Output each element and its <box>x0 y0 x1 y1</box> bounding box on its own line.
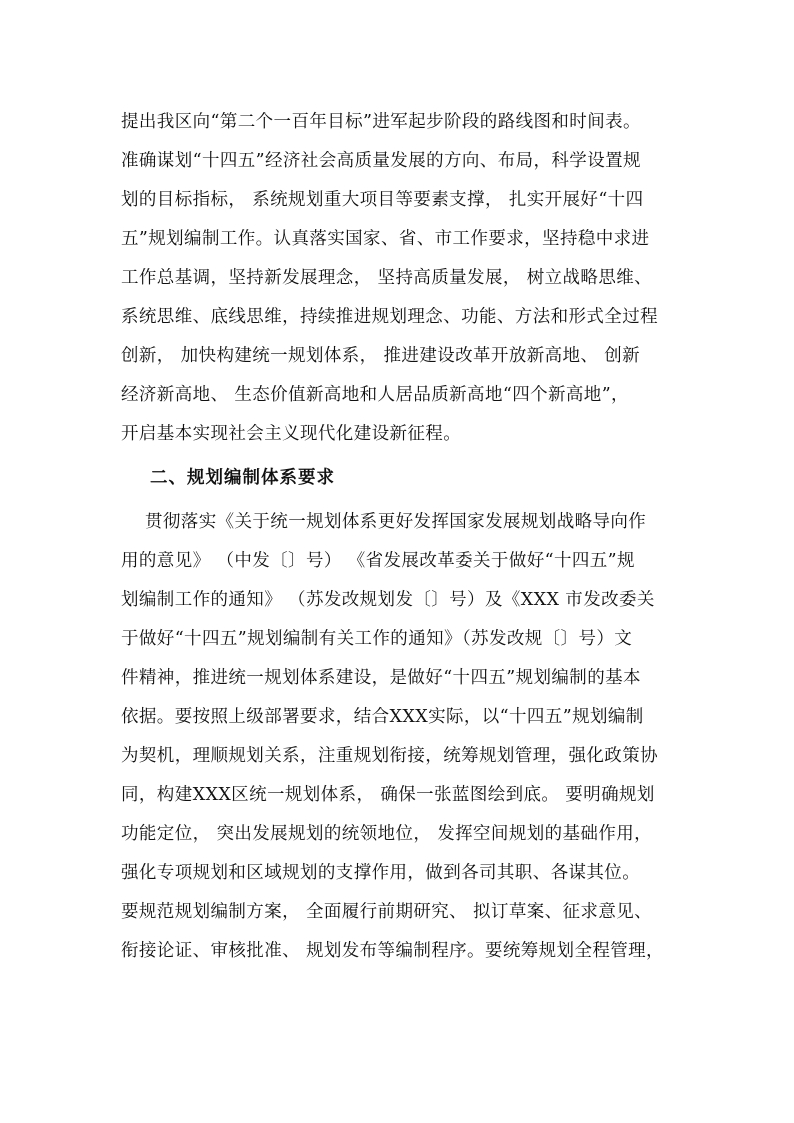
paragraph-line: 贯彻落实《关于统一规划体系更好发挥国家发展规划战略导向作 <box>145 512 647 532</box>
paragraph-line: 开启基本实现社会主义现代化建设新征程。 <box>121 424 462 444</box>
paragraph-line: 用的意见》 （中发〔〕号） 《省发展改革委关于做好“十四五”规 <box>121 551 635 571</box>
paragraph-line: 经济新高地、 生态价值新高地和人居品质新高地“四个新高地”， <box>121 385 629 405</box>
paragraph-line: 要规范规划编制方案， 全面履行前期研究、 拟订草案、征求意见、 <box>121 902 653 922</box>
section-heading: 二、规划编制体系要求 <box>150 468 335 488</box>
paragraph-line: 同，构建XXX区统一规划体系， 确保一张蓝图绘到底。 要明确规划 <box>121 785 655 805</box>
paragraph-line: 件精神，推进统一规划体系建设，是做好“十四五”规划编制的基本 <box>121 668 641 688</box>
paragraph-line: 强化专项规划和区域规划的支撑作用，做到各司其职、各谋其位。 <box>121 863 641 883</box>
paragraph-line: 准确谋划“十四五”经济社会高质量发展的方向、布局，科学设置规 <box>121 151 641 171</box>
paragraph-line: 创新， 加快构建统一规划体系， 推进建设改革开放新高地、 创新 <box>121 346 641 366</box>
paragraph-line: 提出我区向“第二个一百年目标”进军起步阶段的路线图和时间表。 <box>121 112 641 132</box>
paragraph-line: 功能定位， 突出发展规划的统领地位， 发挥空间规划的基础作用， <box>121 824 653 844</box>
paragraph-line: 依据。要按照上级部署要求，结合XXX实际，以“十四五”规划编制 <box>121 707 644 727</box>
paragraph-line: 划编制工作的通知》 （苏发改规划发〔〕号）及《XXX 市发改委关 <box>121 590 655 610</box>
paragraph-line: 为契机，理顺规划关系，注重规划衔接，统筹规划管理，强化政策协 <box>121 746 658 766</box>
paragraph-line: 划的目标指标， 系统规划重大项目等要素支撑， 扎实开展好“十四 <box>121 190 644 210</box>
paragraph-line: 五”规划编制工作。认真落实国家、省、市工作要求，坚持稳中求进 <box>121 229 650 249</box>
paragraph-line: 工作总基调，坚持新发展理念， 坚持高质量发展， 树立战略思维、 <box>121 268 653 288</box>
paragraph-line: 于做好“十四五”规划编制有关工作的通知》（苏发改规〔〕号）文 <box>121 629 633 649</box>
paragraph-line: 衔接论证、审核批准、 规划发布等编制程序。要统筹规划全程管理， <box>121 941 664 961</box>
paragraph-line: 系统思维、底线思维，持续推进规划理念、功能、方法和形式全过程 <box>121 307 658 327</box>
